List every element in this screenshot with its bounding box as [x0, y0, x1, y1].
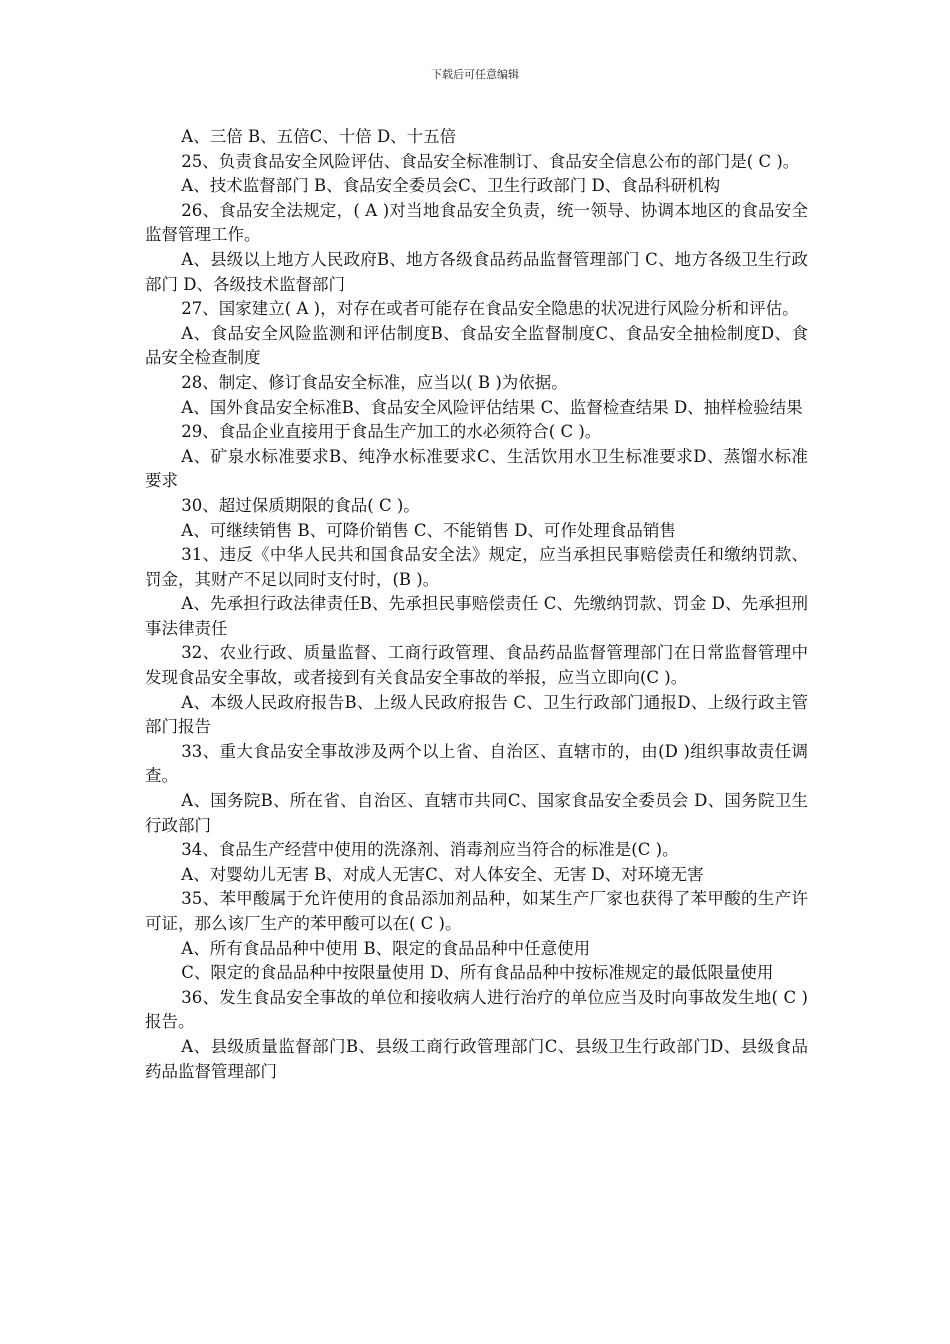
question-29: 29、食品企业直接用于食品生产加工的水必须符合( C )。	[181, 422, 602, 442]
options-36: A、县级质量监督部门B、县级工商行政管理部门C、县级卫生行政部门D、县级食品药品监督管理部门	[145, 1036, 808, 1081]
paragraph: A、三倍 B、五倍C、十倍 D、十五倍	[181, 127, 457, 146]
question-28: 28、制定、修订食品安全标准，应当以( B )为依据。	[181, 372, 568, 392]
options-34: A、对婴幼儿无害 B、对成人无害C、对人体安全、无害 D、对环境无害	[181, 864, 704, 884]
options-33: A、国务院B、所在省、自治区、直辖市共同C、国家食品安全委员会 D、国务院卫生行政部门	[145, 791, 808, 835]
question-34: 34、食品生产经营中使用的洗涤剂、消毒剂应当符合的标准是(C )。	[181, 840, 679, 860]
options-30: A、可继续销售 B、可降价销售 C、不能销售 D、可作处理食品销售	[181, 520, 676, 540]
question-31: 31、违反《中华人民共和国食品安全法》规定，应当承担民事赔偿责任和缴纳罚款、罚金，其财产不足以同时支付时，(B )。	[145, 545, 808, 589]
options-32: A、本级人民政府报告B、上级人民政府报告 C、卫生行政部门通报D、上级行政主管部门报告	[145, 692, 808, 737]
document-body	[145, 125, 808, 1084]
question-36: 36、发生食品安全事故的单位和接收病人进行治疗的单位应当及时向事故发生地( C )报告。	[145, 987, 808, 1032]
question-25: 25、负责食品安全风险评估、食品安全标准制订、食品安全信息公布的部门是( C )。	[181, 151, 800, 171]
page-header: 下载后可任意编辑	[431, 68, 519, 81]
question-35: 35、苯甲酸属于允许使用的食品添加剂品种，如某生产厂家也获得了苯甲酸的生产许可证，那么该厂生产的苯甲酸可以在( C )。	[145, 889, 808, 933]
question-27: 27、国家建立( A )，对存在或者可能存在食品安全隐患的状况进行风险分析和评估。	[181, 299, 799, 319]
options-29: A、矿泉水标准要求B、纯净水标准要求C、生活饮用水卫生标准要求D、蒸馏水标准要求	[145, 446, 808, 491]
question-33: 33、重大食品安全事故涉及两个以上省、自治区、直辖市的，由(D )组织事故责任调查。	[145, 741, 808, 786]
options-35-a: A、所有食品品种中使用 B、限定的食品品种中任意使用	[181, 938, 591, 958]
options-26: A、县级以上地方人民政府B、地方各级食品药品监督管理部门 C、地方各级卫生行政部门 D、各级技术监督部门	[145, 249, 808, 294]
options-27: A、食品安全风险监测和评估制度B、食品安全监督制度C、食品安全抽检制度D、食品安全检查制度	[145, 323, 808, 368]
options-28: A、国外食品安全标准B、食品安全风险评估结果 C、监督检查结果 D、抽样检验结果	[181, 397, 803, 417]
question-26: 26、食品安全法规定，( A )对当地食品安全负责，统一领导、协调本地区的食品安全监督管理工作。	[145, 200, 808, 245]
question-30: 30、超过保质期限的食品( C )。	[181, 495, 420, 515]
options-25: A、技术监督部门 B、食品安全委员会C、卫生行政部门 D、食品科研机构	[181, 176, 721, 196]
question-32: 32、农业行政、质量监督、工商行政管理、食品药品监督管理部门在日常监督管理中发现食品安全事故，或者接到有关食品安全事故的举报，应当立即向(C )。	[145, 643, 808, 688]
options-31: A、先承担行政法律责任B、先承担民事赔偿责任 C、先缴纳罚款、罚金 D、先承担刑事法律责任	[145, 594, 808, 638]
options-35-b: C、限定的食品品种中按限量使用 D、所有食品品种中按标准规定的最低限量使用	[181, 963, 774, 983]
